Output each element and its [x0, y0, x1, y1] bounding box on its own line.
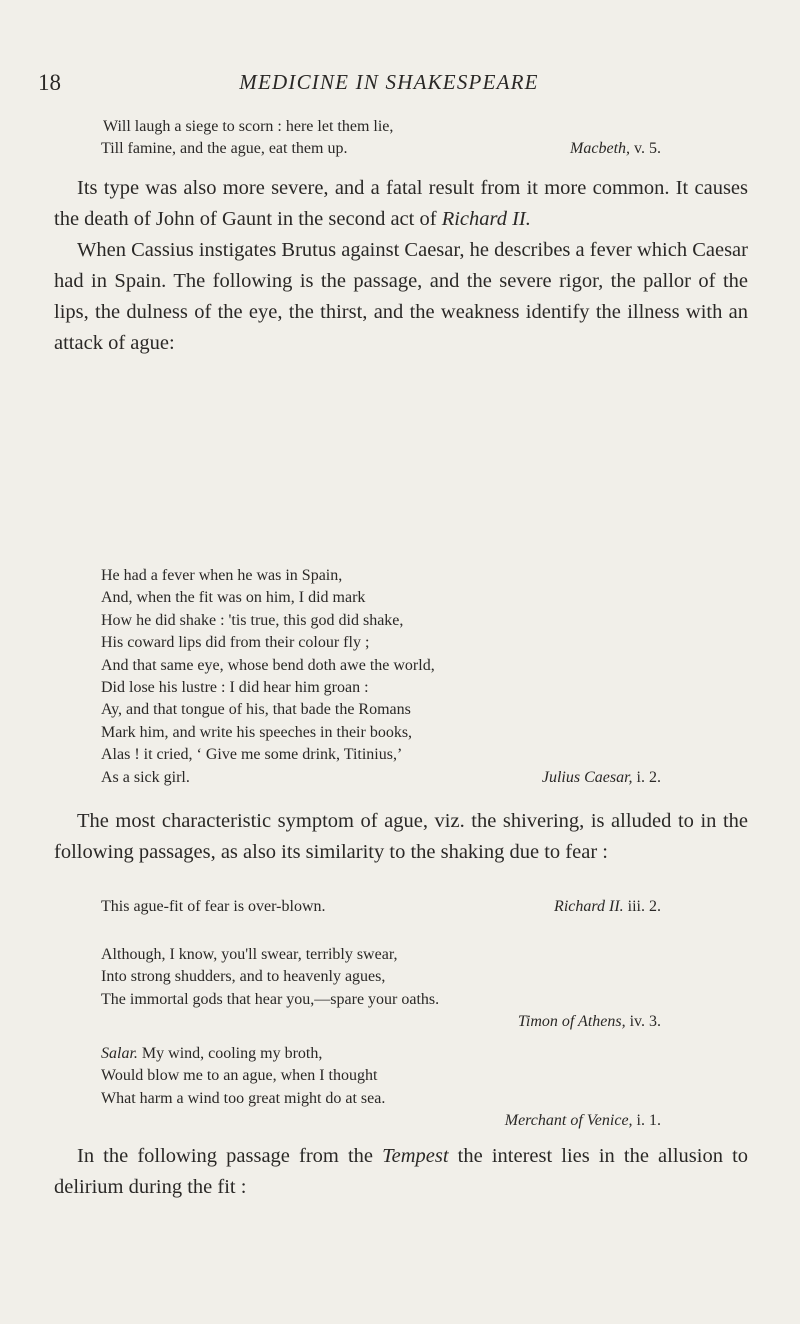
citation-ref: i. 1.: [632, 1112, 661, 1130]
citation-line: [101, 1110, 661, 1132]
citation-julius-caesar: [542, 767, 661, 789]
verse-line: His coward lips did from their colour fly ;: [101, 634, 370, 652]
citation-richard-ii: [554, 896, 661, 918]
play-title: Tempest: [382, 1145, 449, 1167]
quote-richard-ii: [101, 896, 661, 918]
page-number: 18: [38, 70, 61, 95]
paragraph-1a: [54, 173, 748, 235]
quote-macbeth: [101, 116, 761, 161]
verse-line: And, when the fit was on him, I did mark: [101, 589, 366, 607]
citation-work: Julius Caesar,: [541, 768, 633, 786]
speaker-name: Salar.: [101, 1045, 138, 1062]
citation-line: [101, 1011, 661, 1033]
verse-line: [101, 1043, 661, 1065]
verse-text: My wind, cooling my broth,: [137, 1045, 323, 1062]
verse-line: Would blow me to an ague, when I thought: [101, 1067, 378, 1085]
verse-line: Alas ! it cried, ‘ Give me some drink, Titinius,’: [101, 746, 403, 764]
paragraph-1: [54, 173, 748, 359]
verse-line: Did lose his lustre : I did hear him groan :: [101, 678, 369, 696]
citation-ref: v. 5.: [630, 140, 661, 158]
citation-merchant: [505, 1110, 661, 1132]
quote-merchant: [101, 1043, 661, 1133]
verse-line: And that same eye, whose bend doth awe the world,: [101, 656, 435, 674]
verse-text: As a sick girl.: [101, 768, 190, 786]
para3-text-b: the interest lies in the allusion to delirium during the fit :: [54, 1145, 749, 1198]
verse-text: This ague-fit of fear is over-blown.: [101, 898, 326, 915]
paragraph-1b: When Cassius instigates Brutus against Caesar, he describes a fever which Caesar had in Spain. The following is the passage, and the severe rigor, the pallor of the lips, the dulness of the eye, the thirst, and the weakness identify the illness with an attack of ague:: [54, 239, 748, 354]
verse-text: Till famine, and the ague, eat them up.: [101, 140, 348, 158]
citation-ref: iv. 3.: [625, 1013, 661, 1031]
citation-macbeth: [570, 138, 661, 160]
paragraph-2: The most characteristic symptom of ague, viz. the shivering, is alluded to in the following passages, as also its similarity to the shaking due to fear :: [54, 810, 748, 863]
play-title: Richard II.: [441, 208, 531, 230]
verse-line: What harm a wind too great might do at sea.: [101, 1089, 386, 1107]
quote-julius-caesar: [101, 565, 661, 789]
citation-work: Macbeth,: [570, 140, 631, 158]
verse-line: [101, 896, 661, 918]
verse-line: Mark him, and write his speeches in their books,: [101, 723, 413, 741]
page-header: [38, 70, 740, 98]
citation-work: Merchant of Venice,: [504, 1112, 633, 1130]
verse-line: [101, 767, 661, 789]
verse-line: He had a fever when he was in Spain,: [101, 567, 343, 584]
verse-line: Into strong shudders, and to heavenly agues,: [101, 968, 386, 986]
citation-work: Richard II.: [554, 898, 624, 915]
verse-line: Ay, and that tongue of his, that bade the Romans: [101, 701, 411, 719]
running-title: MEDICINE IN SHAKESPEARE: [239, 70, 539, 94]
verse-line: Will laugh a siege to scorn : here let them lie,: [103, 118, 394, 135]
citation-ref: iii. 2.: [623, 898, 661, 915]
verse-line: Although, I know, you'll swear, terribly swear,: [101, 946, 398, 963]
citation-timon: [518, 1011, 661, 1033]
verse-line: How he did shake : 'tis true, this god did shake,: [101, 611, 404, 629]
quote-timon: [101, 944, 661, 1034]
verse-line: The immortal gods that hear you,—spare your oaths.: [101, 990, 440, 1008]
paragraph-3: [54, 1141, 748, 1203]
verse-line: [101, 138, 761, 160]
para1-text-a: Its type was also more severe, and a fatal result from it more common. It causes the death of John of Gaunt in the second act of: [54, 177, 748, 230]
citation-ref: i. 2.: [632, 768, 661, 786]
para3-text-a: In the following passage from the: [77, 1145, 383, 1167]
citation-work: Timon of Athens,: [517, 1013, 626, 1031]
